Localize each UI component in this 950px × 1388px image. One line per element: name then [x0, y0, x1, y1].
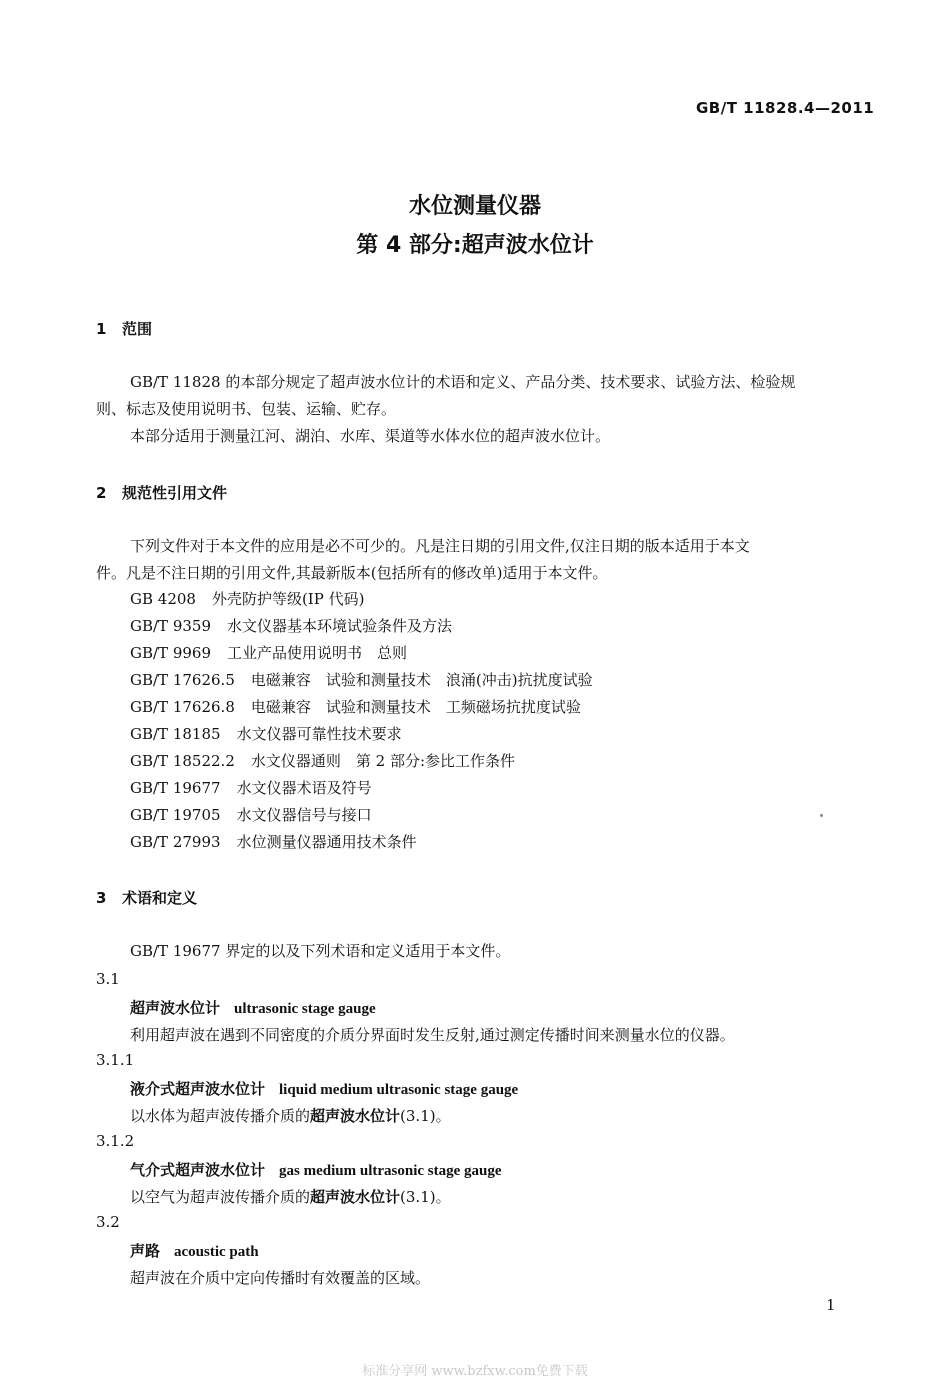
scan-speck: [820, 814, 823, 817]
section-number: 1: [96, 320, 107, 338]
definition-clause-ref: (3.1)。: [400, 1188, 451, 1206]
reference-title: 电磁兼容 试验和测量技术 工频磁场抗扰度试验: [250, 698, 581, 716]
term-zh: 液介式超声波水位计: [130, 1080, 266, 1098]
term-entry: [130, 1159, 502, 1180]
term-entry: [130, 1078, 518, 1099]
section-2-para-1-line-1: 下列文件对于本文件的应用是必不可少的。凡是注日期的引用文件,仅注日期的版本适用于本文: [130, 537, 750, 555]
definition-term-ref: 超声波水位计: [310, 1188, 401, 1206]
term-zh: 超声波水位计: [130, 999, 221, 1017]
reference-title: 电磁兼容 试验和测量技术 浪涌(冲击)抗扰度试验: [250, 671, 593, 689]
section-3-heading: [96, 887, 197, 908]
term-en: ultrasonic stage gauge: [234, 1001, 376, 1017]
term-zh: 气介式超声波水位计: [130, 1161, 266, 1179]
page-number: 1: [826, 1296, 836, 1314]
section-number: 3: [96, 889, 107, 907]
section-number: 2: [96, 484, 107, 502]
reference-code: GB/T 18522.2: [130, 752, 235, 770]
term-en: acoustic path: [174, 1244, 259, 1260]
term-en: gas medium ultrasonic stage gauge: [279, 1163, 502, 1179]
reference-code: GB/T 19705: [130, 806, 221, 824]
reference-code: GB/T 17626.5: [130, 671, 235, 689]
term-definition: [130, 1186, 451, 1207]
clause-number: 3.2: [96, 1213, 120, 1231]
reference-title: 水文仪器信号与接口: [236, 806, 372, 824]
reference-code: GB/T 17626.8: [130, 698, 235, 716]
section-2-para-1-line-2: 件。凡是不注日期的引用文件,其最新版本(包括所有的修改单)适用于本文件。: [96, 564, 608, 582]
reference-title: 水文仪器基本环境试验条件及方法: [227, 617, 453, 635]
reference-item: [130, 696, 581, 717]
section-2-heading: [96, 482, 227, 503]
reference-title: 工业产品使用说明书 总则: [227, 644, 408, 662]
document-title: 水位测量仪器: [408, 194, 541, 219]
reference-code: GB/T 27993: [130, 833, 221, 851]
reference-item: [130, 804, 372, 825]
reference-item: [130, 642, 407, 663]
document-subtitle: 第 4 部分:超声波水位计: [356, 233, 594, 258]
section-1-para-1-line-2: 则、标志及使用说明书、包装、运输、贮存。: [96, 400, 397, 418]
term-en: liquid medium ultrasonic stage gauge: [279, 1082, 519, 1098]
definition-clause-ref: (3.1)。: [400, 1107, 451, 1125]
term-definition: [130, 1105, 451, 1126]
clause-number: 3.1.2: [96, 1132, 135, 1150]
reference-title: 水文仪器术语及符号: [236, 779, 372, 797]
section-1-heading: [96, 318, 152, 339]
reference-code: GB/T 18185: [130, 725, 221, 743]
watermark: 标准分享网 www.bzfxw.com免费下载: [362, 1364, 588, 1379]
reference-item: [130, 723, 402, 744]
reference-item: [130, 669, 593, 690]
section-3-intro: GB/T 19677 界定的以及下列术语和定义适用于本文件。: [130, 942, 511, 960]
definition-text: 以空气为超声波传播介质的: [130, 1188, 311, 1206]
reference-item: [130, 615, 452, 636]
section-title: 术语和定义: [122, 889, 198, 907]
reference-code: GB 4208: [130, 590, 196, 608]
reference-code: GB/T 19677: [130, 779, 221, 797]
definition-term-ref: 超声波水位计: [310, 1107, 401, 1125]
term-entry: [130, 997, 376, 1018]
reference-title: 水文仪器通则 第 2 部分:参比工作条件: [250, 752, 516, 770]
section-title: 范围: [122, 320, 153, 338]
reference-item: [130, 831, 417, 852]
term-zh: 声路: [130, 1242, 161, 1260]
section-title: 规范性引用文件: [122, 484, 228, 502]
standard-code: GB/T 11828.4—2011: [696, 99, 875, 117]
section-1-para-2: 本部分适用于测量江河、湖泊、水库、渠道等水体水位的超声波水位计。: [130, 427, 611, 445]
reference-code: GB/T 9359: [130, 617, 212, 635]
reference-item: [130, 777, 372, 798]
definition-text: 利用超声波在遇到不同密度的介质分界面时发生反射,通过测定传播时间来测量水位的仪器。: [130, 1026, 735, 1044]
term-definition: [130, 1267, 430, 1288]
reference-item: [130, 588, 364, 609]
section-1-para-1-line-1: GB/T 11828 的本部分规定了超声波水位计的术语和定义、产品分类、技术要求、试验方法、检验规: [130, 373, 796, 391]
definition-text: 超声波在介质中定向传播时有效覆盖的区域。: [130, 1269, 431, 1287]
reference-code: GB/T 9969: [130, 644, 212, 662]
clause-number: 3.1: [96, 970, 120, 988]
definition-text: 以水体为超声波传播介质的: [130, 1107, 311, 1125]
term-definition: [130, 1024, 735, 1045]
reference-title: 外壳防护等级(IP 代码): [211, 590, 365, 608]
reference-item: [130, 750, 515, 771]
clause-number: 3.1.1: [96, 1051, 135, 1069]
reference-title: 水文仪器可靠性技术要求: [236, 725, 402, 743]
term-entry: [130, 1240, 259, 1261]
reference-title: 水位测量仪器通用技术条件: [236, 833, 417, 851]
